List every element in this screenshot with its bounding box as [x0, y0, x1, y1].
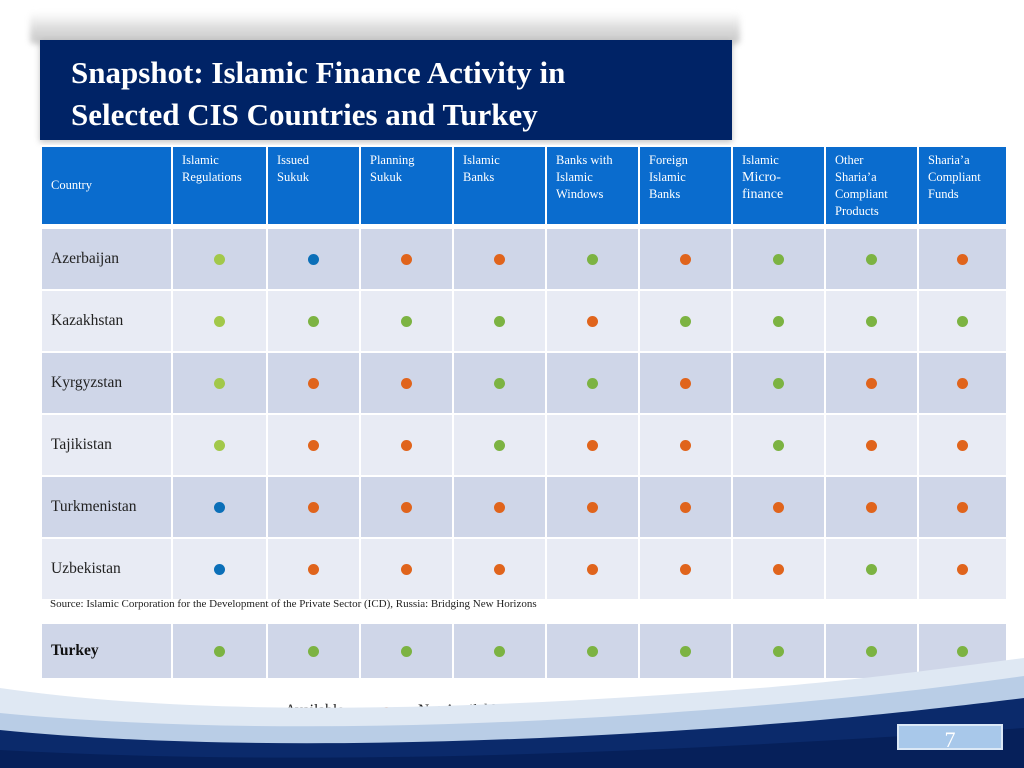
col-header-other-compliant-products: Other Sharia’a Compliant Products [825, 146, 918, 225]
table-row-kyrgyzstan [41, 352, 1007, 414]
status-dot-icon [214, 378, 225, 389]
status-dot-icon [494, 254, 505, 265]
status-dot-icon [214, 440, 225, 451]
status-dot-icon [494, 564, 505, 575]
cell-kazakhstan-other-compliant-products [825, 290, 918, 352]
status-dot-icon [866, 646, 877, 657]
cell-uzbekistan-islamic-banks [453, 538, 546, 600]
status-dot-icon [401, 440, 412, 451]
cell-turkmenistan-issued-sukuk [267, 476, 360, 538]
status-dot-icon [308, 564, 319, 575]
cell-turkmenistan-islamic-regulations [172, 476, 267, 538]
status-dot-icon [680, 316, 691, 327]
status-dot-icon [401, 316, 412, 327]
cell-tajikistan-banks-with-islamic-windows [546, 414, 639, 476]
country-name-turkey: Turkey [41, 623, 172, 679]
col-header-islamic-microfinance: Islamic Micro- finance [732, 146, 825, 225]
status-dot-icon [773, 254, 784, 265]
status-dot-icon [587, 564, 598, 575]
cell-azerbaijan-other-compliant-products [825, 228, 918, 290]
cell-turkmenistan-compliant-funds [918, 476, 1007, 538]
status-dot-icon [957, 502, 968, 513]
cell-uzbekistan-other-compliant-products [825, 538, 918, 600]
status-dot-icon [308, 646, 319, 657]
cell-kazakhstan-islamic-microfinance [732, 290, 825, 352]
col-header-banks-with-islamic-windows: Banks with Islamic Windows [546, 146, 639, 225]
status-dot-icon [680, 440, 691, 451]
cell-azerbaijan-islamic-banks [453, 228, 546, 290]
status-dot-icon [214, 646, 225, 657]
status-dot-icon [214, 564, 225, 575]
cell-azerbaijan-foreign-islamic-banks [639, 228, 732, 290]
cell-kazakhstan-compliant-funds [918, 290, 1007, 352]
status-dot-icon [308, 254, 319, 265]
country-name-uzbekistan: Uzbekistan [41, 538, 172, 600]
cell-turkmenistan-banks-with-islamic-windows [546, 476, 639, 538]
status-dot-icon [494, 646, 505, 657]
status-dot-icon [680, 564, 691, 575]
cell-azerbaijan-banks-with-islamic-windows [546, 228, 639, 290]
title-line-2: Selected CIS Countries and Turkey [71, 97, 538, 132]
country-header: Country [41, 146, 172, 225]
cell-turkmenistan-islamic-microfinance [732, 476, 825, 538]
cell-tajikistan-islamic-microfinance [732, 414, 825, 476]
status-dot-icon [866, 254, 877, 265]
cell-kyrgyzstan-islamic-regulations [172, 352, 267, 414]
country-name-tajikistan: Tajikistan [41, 414, 172, 476]
cell-azerbaijan-planning-sukuk [360, 228, 453, 290]
page-number: 7 [897, 724, 1003, 750]
table-header-row [41, 146, 1007, 225]
status-dot-icon [773, 564, 784, 575]
cell-kazakhstan-issued-sukuk [267, 290, 360, 352]
cell-kyrgyzstan-islamic-microfinance [732, 352, 825, 414]
cell-tajikistan-issued-sukuk [267, 414, 360, 476]
cell-kyrgyzstan-issued-sukuk [267, 352, 360, 414]
cell-turkmenistan-islamic-banks [453, 476, 546, 538]
cell-uzbekistan-issued-sukuk [267, 538, 360, 600]
status-dot-icon [401, 254, 412, 265]
status-dot-icon [587, 378, 598, 389]
status-dot-icon [773, 502, 784, 513]
cell-uzbekistan-planning-sukuk [360, 538, 453, 600]
status-dot-icon [494, 440, 505, 451]
table-row-azerbaijan [41, 228, 1007, 290]
title-line-1: Snapshot: Islamic Finance Activity in [71, 55, 566, 90]
status-dot-icon [214, 254, 225, 265]
cell-kazakhstan-islamic-regulations [172, 290, 267, 352]
cell-kyrgyzstan-islamic-banks [453, 352, 546, 414]
status-dot-icon [680, 646, 691, 657]
status-dot-icon [957, 316, 968, 327]
cell-kyrgyzstan-other-compliant-products [825, 352, 918, 414]
cell-kazakhstan-islamic-banks [453, 290, 546, 352]
cell-tajikistan-compliant-funds [918, 414, 1007, 476]
cell-kyrgyzstan-compliant-funds [918, 352, 1007, 414]
status-dot-icon [773, 440, 784, 451]
country-name-azerbaijan: Azerbaijan [41, 228, 172, 290]
cell-kyrgyzstan-banks-with-islamic-windows [546, 352, 639, 414]
col-header-foreign-islamic-banks: Foreign Islamic Banks [639, 146, 732, 225]
status-dot-icon [494, 316, 505, 327]
footer-wave-decoration [0, 658, 1024, 768]
col-header-islamic-regulations: Islamic Regulations [172, 146, 267, 225]
status-dot-icon [773, 378, 784, 389]
col-header-planning-sukuk: Planning Sukuk [360, 146, 453, 225]
cell-azerbaijan-islamic-regulations [172, 228, 267, 290]
status-dot-icon [401, 378, 412, 389]
status-dot-icon [214, 316, 225, 327]
status-dot-icon [773, 646, 784, 657]
cell-turkmenistan-planning-sukuk [360, 476, 453, 538]
cell-uzbekistan-banks-with-islamic-windows [546, 538, 639, 600]
table-row-tajikistan [41, 414, 1007, 476]
source-note: Source: Islamic Corporation for the Development of the Private Sector (ICD), Russia: Bridging New Horizons [50, 598, 537, 610]
cell-uzbekistan-compliant-funds [918, 538, 1007, 600]
status-dot-icon [957, 564, 968, 575]
cell-turkmenistan-other-compliant-products [825, 476, 918, 538]
status-dot-icon [401, 646, 412, 657]
cell-tajikistan-foreign-islamic-banks [639, 414, 732, 476]
cell-kyrgyzstan-foreign-islamic-banks [639, 352, 732, 414]
cell-kazakhstan-foreign-islamic-banks [639, 290, 732, 352]
table-row-turkmenistan [41, 476, 1007, 538]
status-dot-icon [866, 378, 877, 389]
cell-kazakhstan-banks-with-islamic-windows [546, 290, 639, 352]
status-dot-icon [587, 440, 598, 451]
status-dot-icon [680, 502, 691, 513]
status-dot-icon [680, 254, 691, 265]
status-dot-icon [957, 378, 968, 389]
table-row-uzbekistan [41, 538, 1007, 600]
col-header-islamic-banks: Islamic Banks [453, 146, 546, 225]
status-dot-icon [957, 254, 968, 265]
status-dot-icon [866, 564, 877, 575]
status-dot-icon [308, 378, 319, 389]
cell-azerbaijan-issued-sukuk [267, 228, 360, 290]
cell-tajikistan-islamic-regulations [172, 414, 267, 476]
status-dot-icon [587, 646, 598, 657]
col-header-issued-sukuk: Issued Sukuk [267, 146, 360, 225]
cell-kyrgyzstan-planning-sukuk [360, 352, 453, 414]
country-name-kazakhstan: Kazakhstan [41, 290, 172, 352]
status-dot-icon [401, 564, 412, 575]
cell-tajikistan-islamic-banks [453, 414, 546, 476]
status-dot-icon [494, 378, 505, 389]
country-name-turkmenistan: Turkmenistan [41, 476, 172, 538]
status-dot-icon [866, 502, 877, 513]
cell-azerbaijan-compliant-funds [918, 228, 1007, 290]
status-dot-icon [494, 502, 505, 513]
status-dot-icon [957, 646, 968, 657]
status-dot-icon [214, 502, 225, 513]
status-dot-icon [866, 440, 877, 451]
status-dot-icon [308, 440, 319, 451]
cell-turkmenistan-foreign-islamic-banks [639, 476, 732, 538]
cell-kazakhstan-planning-sukuk [360, 290, 453, 352]
status-dot-icon [957, 440, 968, 451]
cell-uzbekistan-islamic-microfinance [732, 538, 825, 600]
status-dot-icon [308, 502, 319, 513]
status-dot-icon [587, 502, 598, 513]
country-name-kyrgyzstan: Kyrgyzstan [41, 352, 172, 414]
cell-uzbekistan-foreign-islamic-banks [639, 538, 732, 600]
cell-uzbekistan-islamic-regulations [172, 538, 267, 600]
cis-activity-table [40, 145, 1008, 601]
status-dot-icon [587, 254, 598, 265]
status-dot-icon [866, 316, 877, 327]
cell-tajikistan-other-compliant-products [825, 414, 918, 476]
status-dot-icon [587, 316, 598, 327]
status-dot-icon [401, 502, 412, 513]
slide-title [40, 40, 732, 140]
col-header-compliant-funds: Sharia’a Compliant Funds [918, 146, 1007, 225]
status-dot-icon [773, 316, 784, 327]
cell-azerbaijan-islamic-microfinance [732, 228, 825, 290]
table-row-kazakhstan [41, 290, 1007, 352]
status-dot-icon [680, 378, 691, 389]
status-dot-icon [308, 316, 319, 327]
cell-tajikistan-planning-sukuk [360, 414, 453, 476]
